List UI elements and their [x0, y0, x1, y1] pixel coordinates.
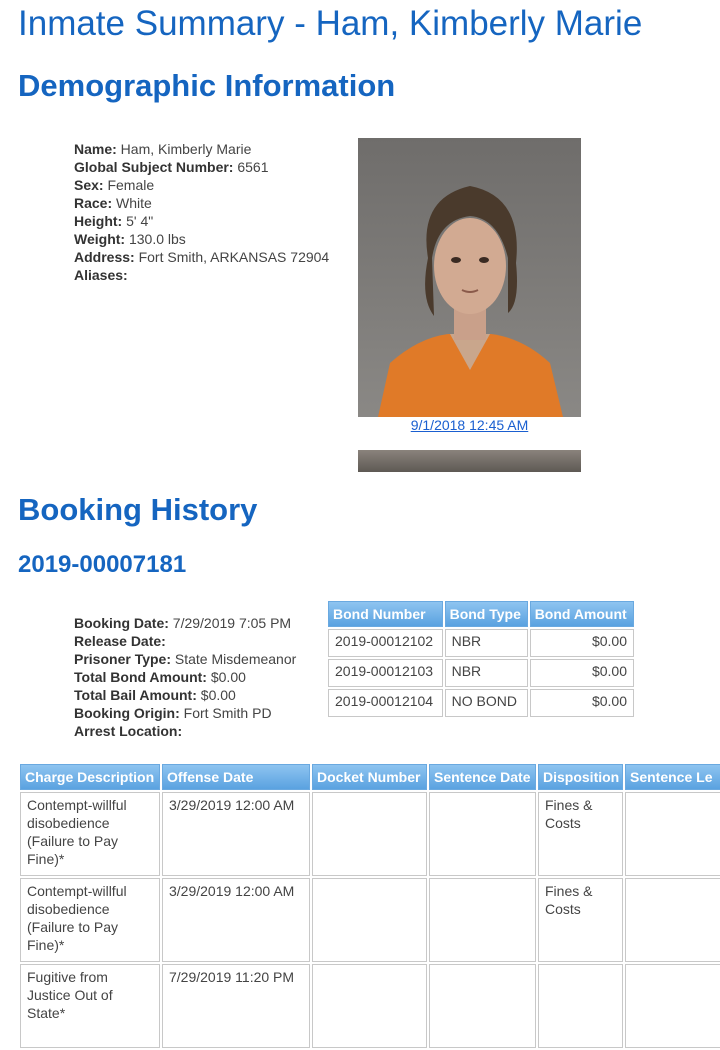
- bond-amount-header[interactable]: Bond Amount: [530, 601, 634, 627]
- sentence-length-cell: [625, 878, 720, 962]
- total-bond-row: Total Bond Amount: $0.00: [74, 669, 246, 685]
- table-row: [20, 792, 720, 876]
- photo-date-link[interactable]: 9/1/2018 12:45 AM: [410, 417, 529, 433]
- release-date-row: Release Date:: [74, 633, 166, 649]
- second-photo: [358, 450, 581, 472]
- bond-table-header: [328, 601, 634, 627]
- sentence-date-cell: [429, 964, 536, 1048]
- demographic-info: [74, 140, 329, 284]
- sex-row: Sex: Female: [74, 177, 155, 193]
- bond-type-header[interactable]: Bond Type: [445, 601, 528, 627]
- booking-history-heading: Booking History: [18, 492, 258, 527]
- disposition-cell: [538, 964, 623, 1048]
- booking-number-heading: 2019-00007181: [18, 551, 187, 578]
- page-title: Inmate Summary - Ham, Kimberly Marie: [18, 4, 643, 43]
- height-value: 5' 4": [122, 213, 154, 229]
- name-row: Name: Ham, Kimberly Marie: [74, 141, 252, 157]
- disposition-cell: Fines & Costs: [538, 878, 623, 962]
- offense-date-cell: 7/29/2019 11:20 PM: [162, 964, 310, 1048]
- height-row: Height: 5' 4": [74, 213, 154, 229]
- name-value: Ham, Kimberly Marie: [116, 141, 252, 157]
- booking-date-row: Booking Date: 7/29/2019 7:05 PM: [74, 615, 292, 631]
- booking-info: [74, 614, 296, 740]
- charge-description-header[interactable]: Charge Description: [20, 764, 160, 790]
- subject-number-value: 6561: [233, 159, 269, 175]
- offense-date-header[interactable]: Offense Date: [162, 764, 310, 790]
- docket-number-header[interactable]: Docket Number: [312, 764, 427, 790]
- bond-amount-cell: $0.00: [530, 629, 634, 657]
- disposition-cell: Fines & Costs: [538, 792, 623, 876]
- bond-amount-cell: $0.00: [530, 689, 634, 717]
- prisoner-type-value: State Misdemeanor: [171, 651, 297, 667]
- charge-description-cell: Contempt-willful disobedience (Failure to Pay Fine)*: [20, 792, 160, 876]
- address-value: Fort Smith, ARKANSAS 72904: [134, 249, 330, 265]
- sentence-date-cell: [429, 878, 536, 962]
- charges-table-header: [20, 764, 720, 790]
- bond-table: [326, 599, 636, 719]
- race-row: Race: White: [74, 195, 152, 211]
- charges-table: [18, 762, 720, 1050]
- sentence-length-cell: [625, 792, 720, 876]
- bond-number-header[interactable]: Bond Number: [328, 601, 443, 627]
- subject-number-row: Global Subject Number: 6561: [74, 159, 269, 175]
- mugshot-photo: [358, 138, 581, 417]
- sentence-length-cell: [625, 964, 720, 1048]
- total-bail-value: $0.00: [196, 687, 236, 703]
- prisoner-type-row: Prisoner Type: State Misdemeanor: [74, 651, 297, 667]
- total-bond-value: $0.00: [206, 669, 246, 685]
- demographic-heading: Demographic Information: [18, 68, 396, 103]
- bond-type-cell: NBR: [445, 659, 528, 687]
- booking-origin-value: Fort Smith PD: [179, 705, 272, 721]
- bond-type-cell: NBR: [445, 629, 528, 657]
- offense-date-cell: 3/29/2019 12:00 AM: [162, 792, 310, 876]
- weight-row: Weight: 130.0 lbs: [74, 231, 186, 247]
- disposition-header[interactable]: Disposition: [538, 764, 623, 790]
- bond-number-cell: 2019-00012104: [328, 689, 443, 717]
- aliases-row: Aliases:: [74, 267, 128, 283]
- sex-value: Female: [103, 177, 155, 193]
- docket-number-cell: [312, 792, 427, 876]
- booking-date-value: 7/29/2019 7:05 PM: [168, 615, 292, 631]
- offense-date-cell: 3/29/2019 12:00 AM: [162, 878, 310, 962]
- bond-number-cell: 2019-00012103: [328, 659, 443, 687]
- charge-description-cell: Contempt-willful disobedience (Failure to Pay Fine)*: [20, 878, 160, 962]
- table-row: [20, 878, 720, 962]
- table-row: [20, 964, 720, 1048]
- table-row: [328, 659, 634, 687]
- bond-amount-cell: $0.00: [530, 659, 634, 687]
- bond-number-cell: 2019-00012102: [328, 629, 443, 657]
- table-row: [328, 689, 634, 717]
- sentence-date-header[interactable]: Sentence Date: [429, 764, 536, 790]
- total-bail-row: Total Bail Amount: $0.00: [74, 687, 236, 703]
- docket-number-cell: [312, 878, 427, 962]
- docket-number-cell: [312, 964, 427, 1048]
- bond-type-cell: NO BOND: [445, 689, 528, 717]
- sentence-length-header[interactable]: Sentence Le: [625, 764, 720, 790]
- booking-origin-row: Booking Origin: Fort Smith PD: [74, 705, 272, 721]
- weight-value: 130.0 lbs: [125, 231, 186, 247]
- sentence-date-cell: [429, 792, 536, 876]
- address-row: Address: Fort Smith, ARKANSAS 72904: [74, 249, 330, 265]
- arrest-location-row: Arrest Location:: [74, 723, 183, 739]
- charge-description-cell: Fugitive from Justice Out of State*: [20, 964, 160, 1048]
- table-row: [328, 629, 634, 657]
- race-value: White: [112, 195, 152, 211]
